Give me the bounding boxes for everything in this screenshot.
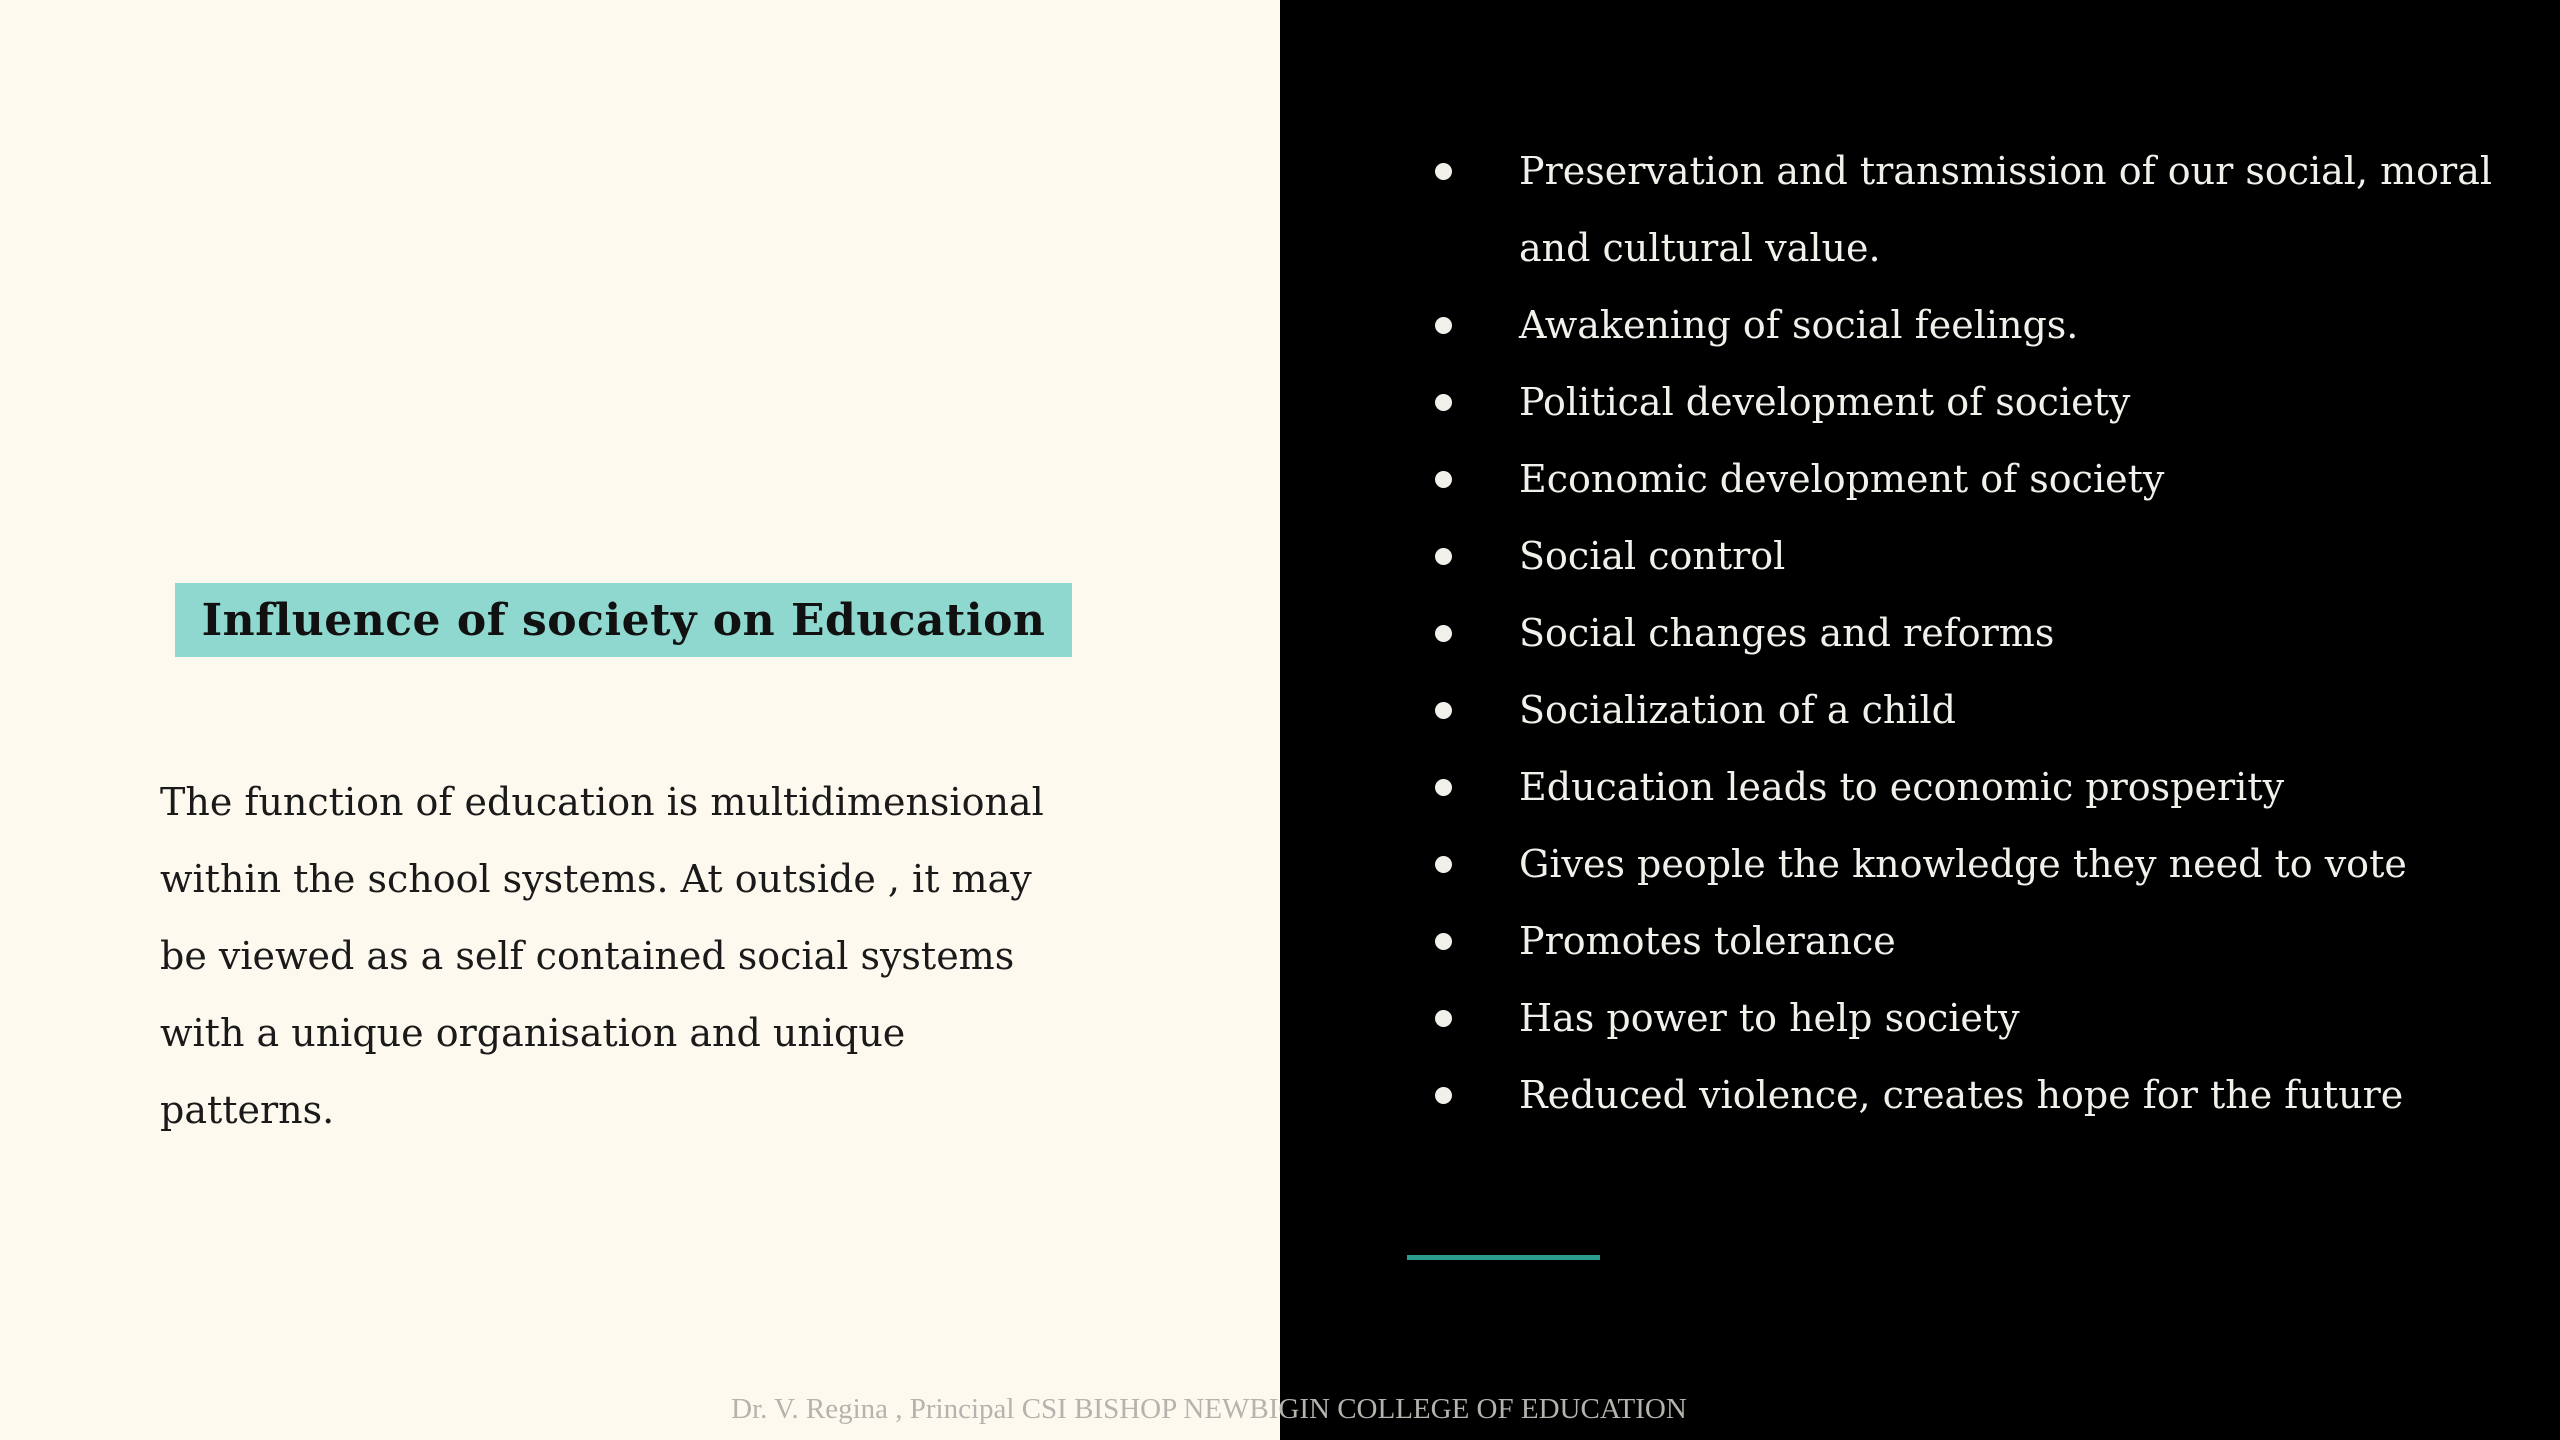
body-paragraph: The function of education is multidimensional within the school systems. At outside , it may be viewed as a self contained social systems with a unique organisation and unique patterns. — [160, 780, 1044, 1132]
bullet-item — [1425, 903, 2525, 980]
bullet-text: Socialization of a child — [1519, 688, 1956, 732]
bullet-item — [1425, 364, 2525, 441]
bullet-text: Has power to help society — [1519, 996, 2020, 1040]
bullet-item — [1425, 980, 2525, 1057]
bullet-dot-icon — [1435, 163, 1452, 180]
bullet-text: Gives people the knowledge they need to vote — [1519, 842, 2407, 886]
bullet-item — [1425, 826, 2525, 903]
bullet-item — [1425, 518, 2525, 595]
bullet-text: Awakening of social feelings. — [1519, 303, 2079, 347]
bullet-dot-icon — [1435, 702, 1452, 719]
bullet-item — [1425, 749, 2525, 826]
bullet-item — [1425, 441, 2525, 518]
bullet-dot-icon — [1435, 625, 1452, 642]
bullet-dot-icon — [1435, 779, 1452, 796]
bullet-dot-icon — [1435, 1010, 1452, 1027]
bullet-text: Social changes and reforms — [1519, 611, 2055, 655]
bullet-dot-icon — [1435, 933, 1452, 950]
title-highlight-box — [175, 583, 1072, 657]
bullet-text: Economic development of society — [1519, 457, 2165, 501]
bullet-text: Reduced violence, creates hope for the future — [1519, 1073, 2404, 1117]
bullet-item — [1425, 133, 2525, 287]
bullet-item — [1425, 1057, 2525, 1134]
bullet-text: Education leads to economic prosperity — [1519, 765, 2285, 809]
bullet-dot-icon — [1435, 471, 1452, 488]
bullet-text: Preservation and transmission of our social, moral and cultural value. — [1519, 149, 2493, 270]
bullet-dot-icon — [1435, 1087, 1452, 1104]
bullet-text: Social control — [1519, 534, 1786, 578]
bullet-dot-icon — [1435, 317, 1452, 334]
bullet-item — [1425, 595, 2525, 672]
bullet-item — [1425, 672, 2525, 749]
accent-divider — [1407, 1255, 1600, 1260]
bullet-list — [1425, 133, 2525, 1134]
footer-credit: Dr. V. Regina , Principal CSI BISHOP NEWBIGIN COLLEGE OF EDUCATION — [731, 1393, 1687, 1425]
bullet-text: Political development of society — [1519, 380, 2131, 424]
bullet-dot-icon — [1435, 394, 1452, 411]
slide-title: Influence of society on Education — [201, 594, 1046, 646]
bullet-dot-icon — [1435, 548, 1452, 565]
bullet-item — [1425, 287, 2525, 364]
bullet-text: Promotes tolerance — [1519, 919, 1896, 963]
bullet-dot-icon — [1435, 856, 1452, 873]
